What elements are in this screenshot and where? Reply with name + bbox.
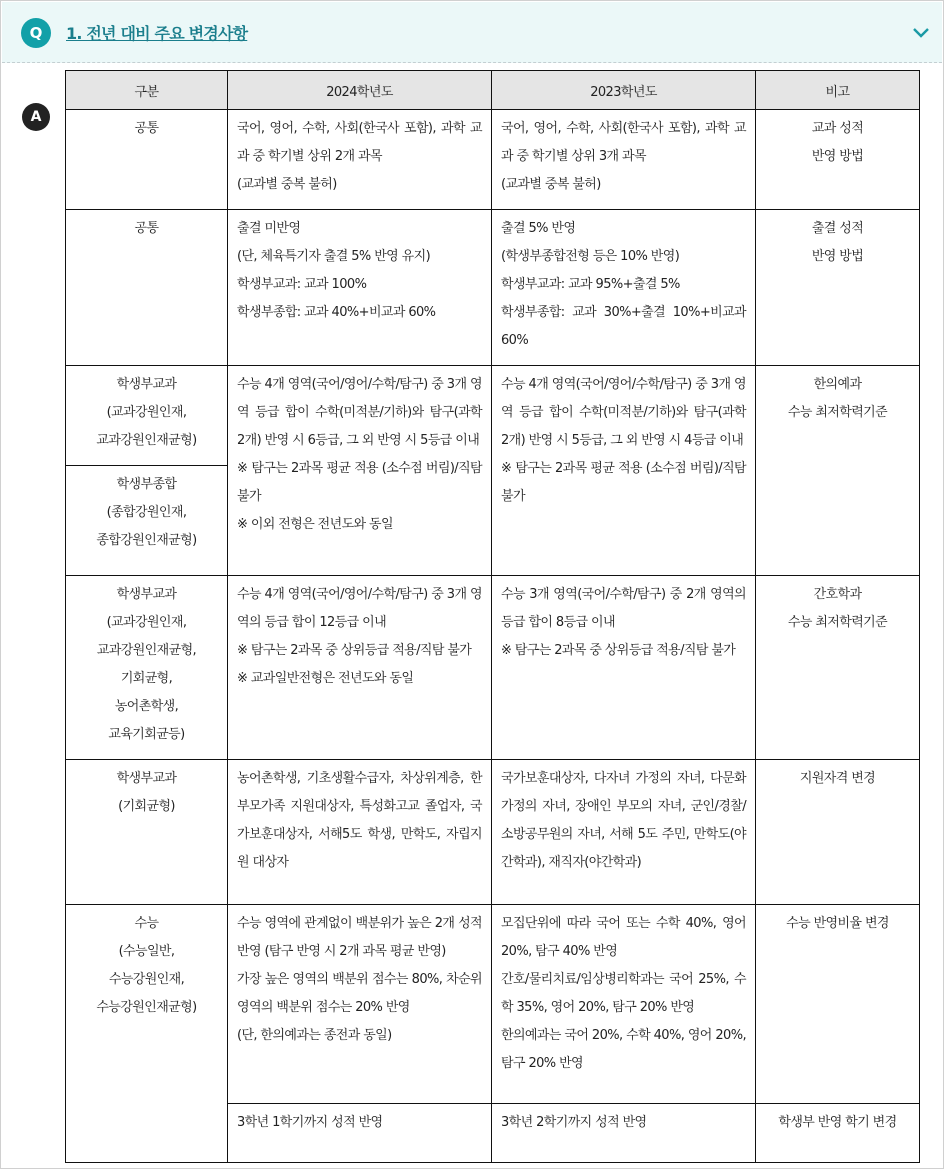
cell-2023: 수능 4개 영역(국어/영어/수학/탐구) 중 3개 영역 등급 합이 수학(미적분/기하)와 탐구(과학 2개) 반영 시 5등급, 그 외 반영 시 4등급 이내 ※ 탐구는 2과목 평균 적용 (소수점 버림)/직탐 불가 [492,366,756,576]
cell-2024: 수능 4개 영역(국어/영어/수학/탐구) 중 3개 영역 등급 합이 수학(미적분/기하)와 탐구(과학 2개) 반영 시 6등급, 그 외 반영 시 5등급 이내 ※ 탐구는 2과목 평균 적용 (소수점 버림)/직탐 불가 ※ 이외 전형은 전년도와 동일 [228,366,492,576]
cell-category: 공통 [66,110,228,210]
cell-2024: 3학년 1학기까지 성적 반영 [228,1104,492,1163]
question-badge: Q [21,18,51,48]
cell-note: 교과 성적 반영 방법 [756,110,920,210]
question-title-link[interactable]: 1. 전년 대비 주요 변경사항 [66,24,248,43]
table-row [66,210,920,366]
table-header-row [66,71,920,110]
table-row [66,905,920,1104]
cell-2023: 모집단위에 따라 국어 또는 수학 40%, 영어 20%, 탐구 40% 반영 간호/물리치료/임상병리학과는 국어 25%, 수학 35%, 영어 20%, 탐구 20% 반영 한의예과는 국어 20%, 수학 40%, 영어 20%, 탐구 20% 반영 [492,905,756,1104]
header-2023: 2023학년도 [492,71,756,110]
chevron-down-icon[interactable] [910,22,932,44]
cell-2023: 3학년 2학기까지 성적 반영 [492,1104,756,1163]
cell-category: 학생부종합 (종합강원인재, 종합강원인재균형) [66,466,228,576]
cell-note: 학생부 반영 학기 변경 [756,1104,920,1163]
cell-2024: 농어촌학생, 기초생활수급자, 차상위계층, 한부모가족 지원대상자, 특성화고교 졸업자, 국가보훈대상자, 서해5도 학생, 만학도, 자립지원 대상자 [228,760,492,905]
cell-category: 학생부교과 (교과강원인재, 교과강원인재균형, 기회균형, 농어촌학생, 교육기회균등) [66,576,228,760]
header-category: 구분 [66,71,228,110]
answer-badge: A [22,103,50,131]
table-row [66,760,920,905]
table-row [66,110,920,210]
cell-2023: 국어, 영어, 수학, 사회(한국사 포함), 과학 교과 중 학기별 상위 3개 과목 (교과별 중복 불허) [492,110,756,210]
cell-note: 수능 반영비율 변경 [756,905,920,1104]
cell-category: 공통 [66,210,228,366]
cell-2024: 출결 미반영 (단, 체육특기자 출결 5% 반영 유지) 학생부교과: 교과 100% 학생부종합: 교과 40%+비교과 60% [228,210,492,366]
changes-table [65,70,920,1163]
cell-2024: 국어, 영어, 수학, 사회(한국사 포함), 과학 교과 중 학기별 상위 2개 과목 (교과별 중복 불허) [228,110,492,210]
table-row [66,366,920,466]
cell-category: 수능 (수능일반, 수능강원인재, 수능강원인재균형) [66,905,228,1163]
cell-2024: 수능 4개 영역(국어/영어/수학/탐구) 중 3개 영역의 등급 합이 12등급 이내 ※ 탐구는 2과목 중 상위등급 적용/직탐 불가 ※ 교과일반전형은 전년도와 동일 [228,576,492,760]
table-row [66,576,920,760]
cell-note: 지원자격 변경 [756,760,920,905]
question-header[interactable] [2,2,942,63]
cell-note: 간호학과 수능 최저학력기준 [756,576,920,760]
header-2024: 2024학년도 [228,71,492,110]
cell-2024: 수능 영역에 관계없이 백분위가 높은 2개 성적 반영 (탐구 반영 시 2개 과목 평균 반영) 가장 높은 영역의 백분위 점수는 80%, 차순위 영역의 백분위 점수는 20% 반영 (단, 한의예과는 종전과 동일) [228,905,492,1104]
cell-2023: 국가보훈대상자, 다자녀 가정의 자녀, 다문화 가정의 자녀, 장애인 부모의 자녀, 군인/경찰/소방공무원의 자녀, 서해 5도 주민, 만학도(야간학과), 재직자(야간학과) [492,760,756,905]
header-note: 비고 [756,71,920,110]
cell-category: 학생부교과 (교과강원인재, 교과강원인재균형) [66,366,228,466]
cell-2023: 출결 5% 반영 (학생부종합전형 등은 10% 반영) 학생부교과: 교과 95%+출결 5% 학생부종합: 교과 30%+출결 10%+비교과 60% [492,210,756,366]
cell-category: 학생부교과 (기회균형) [66,760,228,905]
cell-note: 한의예과 수능 최저학력기준 [756,366,920,576]
cell-2023: 수능 3개 영역(국어/수학/탐구) 중 2개 영역의 등급 합이 8등급 이내 ※ 탐구는 2과목 중 상위등급 적용/직탐 불가 [492,576,756,760]
cell-note: 출결 성적 반영 방법 [756,210,920,366]
